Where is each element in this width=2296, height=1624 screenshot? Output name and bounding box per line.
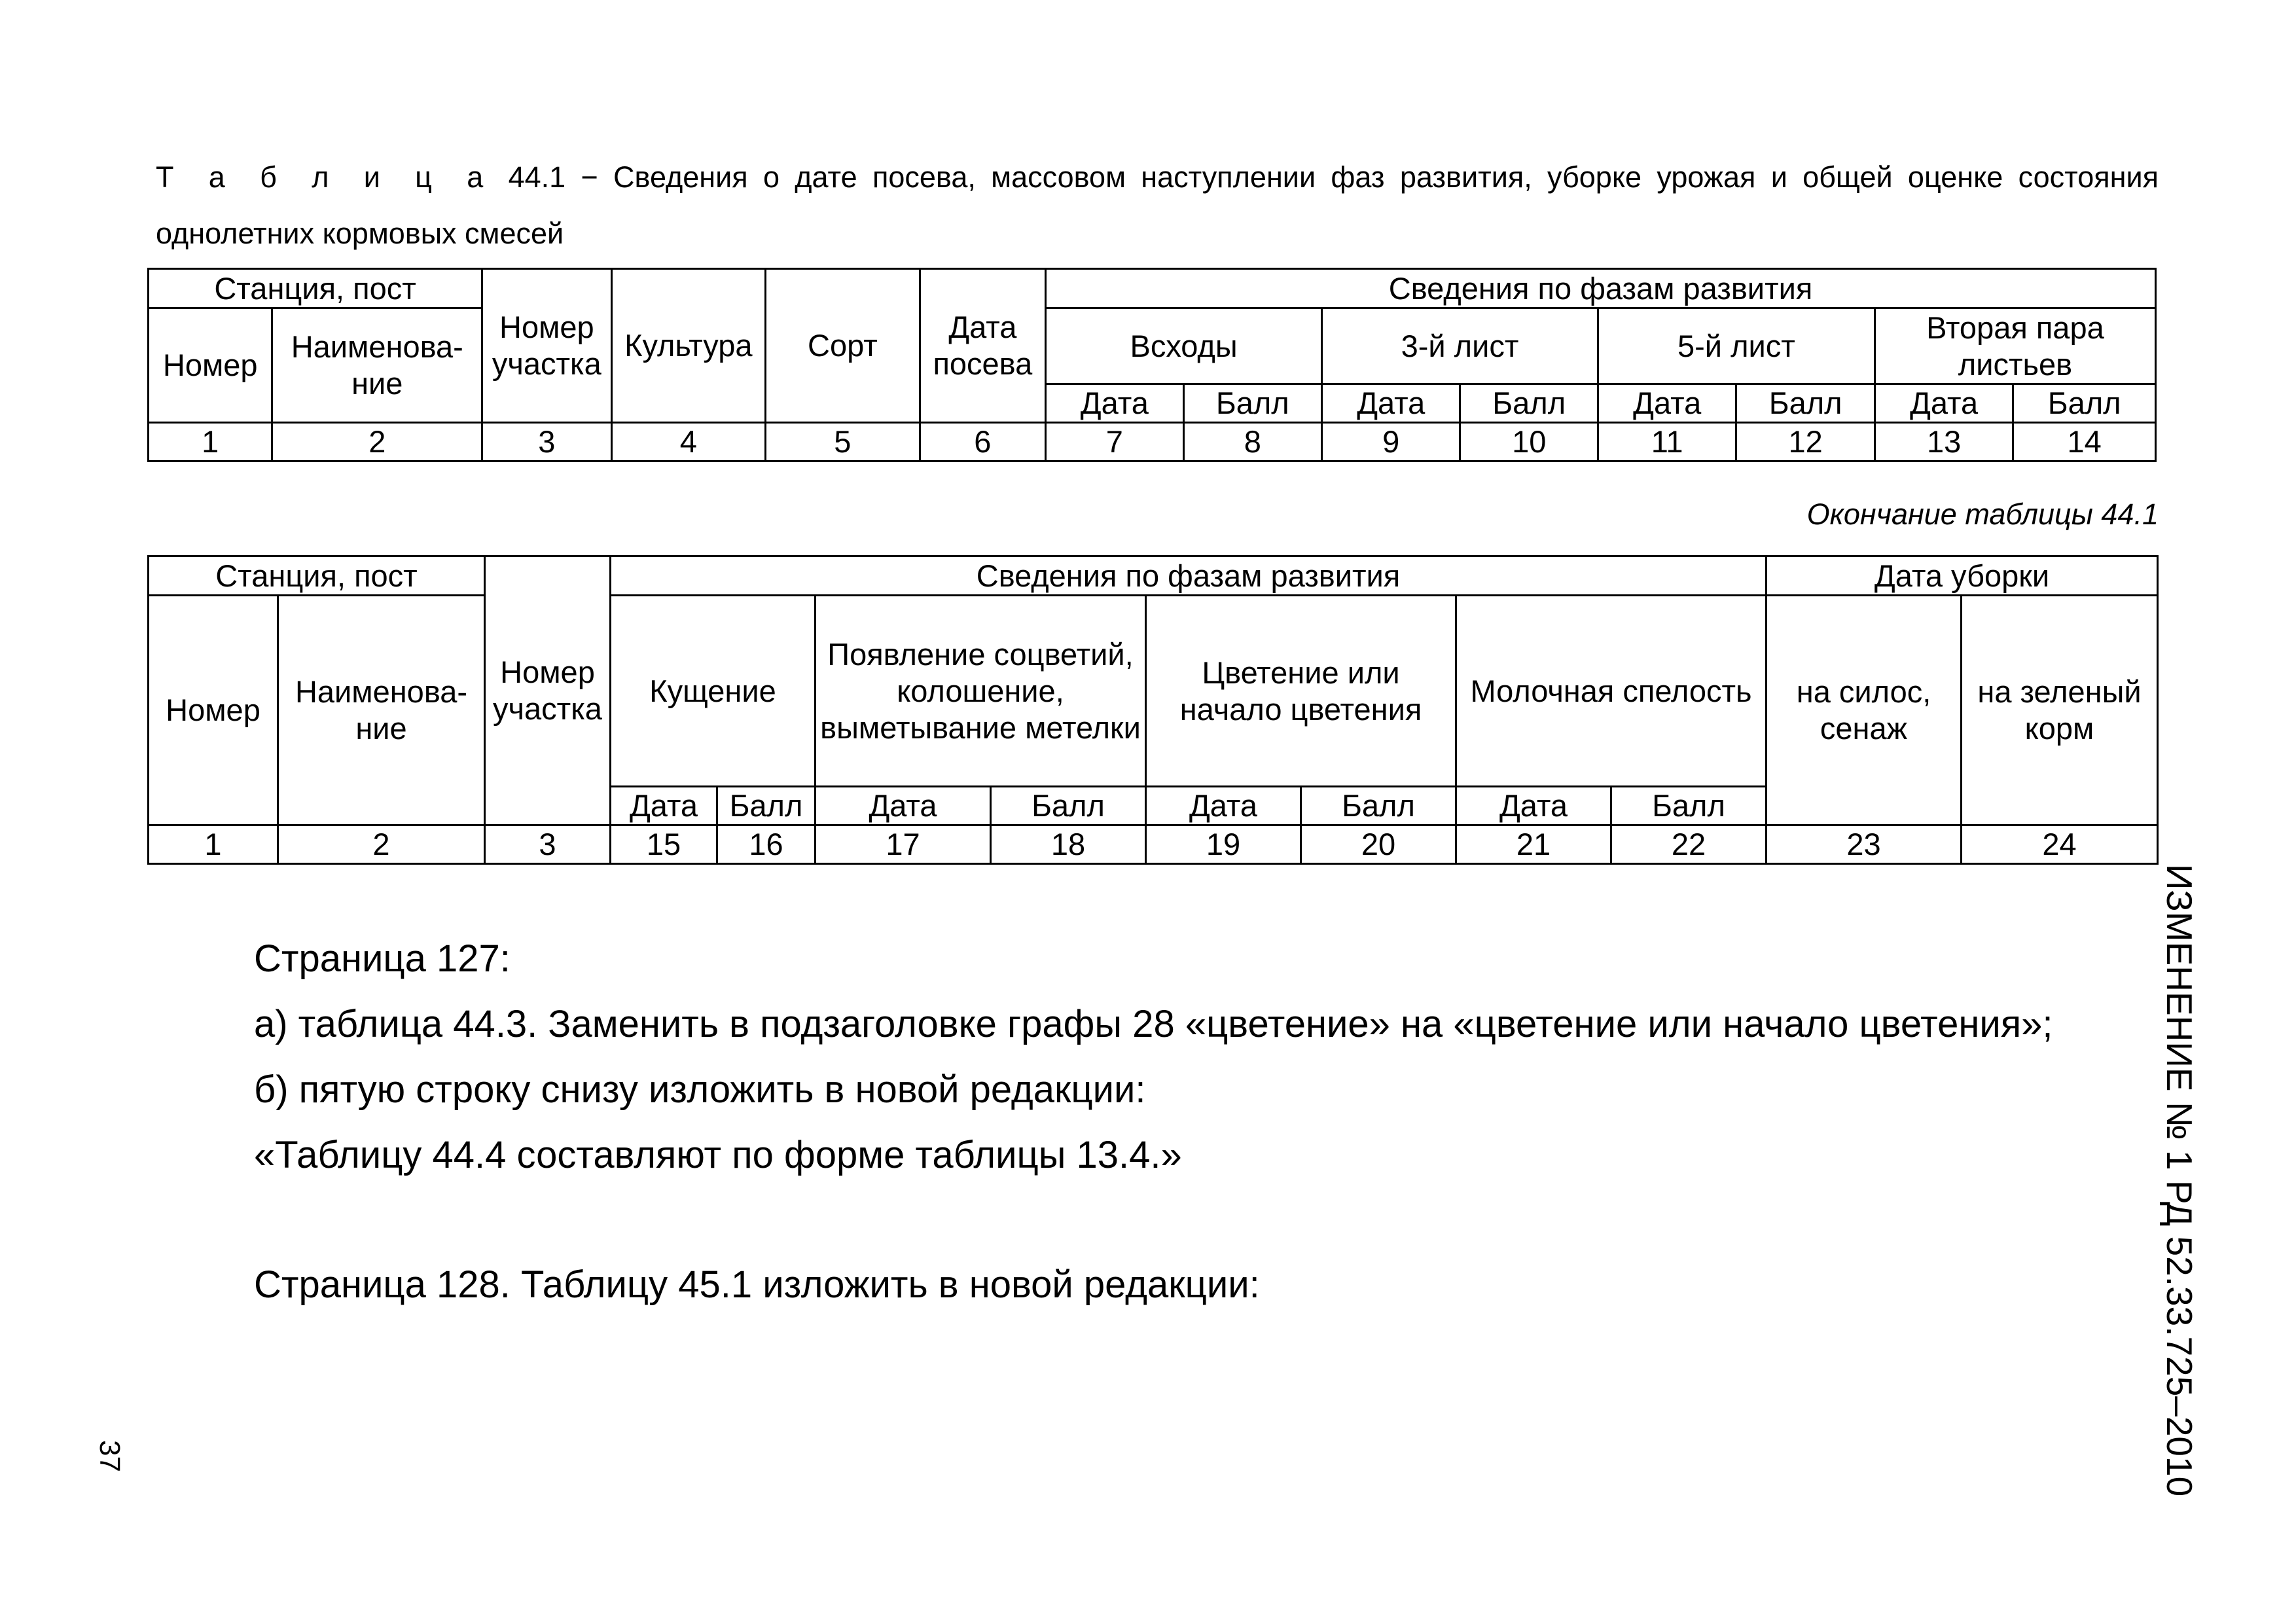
header-plot-number: Номер участка xyxy=(482,269,611,423)
phase-header: 3-й лист xyxy=(1322,308,1598,384)
harvest-header: на зеленый корм xyxy=(1962,596,2158,825)
header-station-post: Станция, пост xyxy=(149,269,482,308)
header-variety: Сорт xyxy=(766,269,920,423)
header-station-post: Станция, пост xyxy=(149,556,485,596)
table-44-1-end xyxy=(147,555,2159,865)
sub-header: Балл xyxy=(1183,384,1321,423)
column-number: 24 xyxy=(1962,825,2158,864)
column-number: 12 xyxy=(1736,423,1874,461)
sub-header: Дата xyxy=(1456,787,1611,825)
sub-header: Балл xyxy=(1460,384,1598,423)
header-plot-number: Номер участка xyxy=(485,556,611,825)
sub-header: Дата xyxy=(611,787,717,825)
body-line: Страница 127: xyxy=(254,937,511,980)
sub-header: Дата xyxy=(1046,384,1183,423)
body-line: б) пятую строку снизу изложить в новой редакции: xyxy=(254,1068,1146,1111)
column-number: 17 xyxy=(816,825,991,864)
phase-header: Всходы xyxy=(1046,308,1322,384)
header-phases: Сведения по фазам развития xyxy=(611,556,1767,596)
sub-header: Дата xyxy=(1322,384,1460,423)
column-number: 9 xyxy=(1322,423,1460,461)
sub-header: Балл xyxy=(717,787,816,825)
body-line: Страница 128. Таблицу 45.1 изложить в новой редакции: xyxy=(254,1263,1260,1306)
phase-header: Вторая пара листьев xyxy=(1874,308,2155,384)
sub-header: Дата xyxy=(1874,384,2013,423)
column-number: 14 xyxy=(2013,423,2156,461)
column-number: 16 xyxy=(717,825,816,864)
body-line: «Таблицу 44.4 составляют по форме таблицы 13.4.» xyxy=(254,1134,1182,1176)
column-number: 18 xyxy=(991,825,1146,864)
phase-header: 5-й лист xyxy=(1598,308,1874,384)
phase-header: Кущение xyxy=(611,596,816,787)
column-number: 2 xyxy=(278,825,485,864)
column-number: 22 xyxy=(1611,825,1767,864)
sub-header: Дата xyxy=(816,787,991,825)
sub-header: Балл xyxy=(1611,787,1767,825)
column-number: 6 xyxy=(920,423,1045,461)
column-number: 21 xyxy=(1456,825,1611,864)
caption-prefix: Т а б л и ц а xyxy=(156,160,493,194)
column-number: 5 xyxy=(766,423,920,461)
header-sowing-date: Дата посева xyxy=(920,269,1045,423)
column-number: 3 xyxy=(485,825,611,864)
column-number: 7 xyxy=(1046,423,1183,461)
sub-header: Балл xyxy=(991,787,1146,825)
header-number: Номер xyxy=(149,596,278,825)
sub-header: Дата xyxy=(1598,384,1736,423)
amendment-text xyxy=(254,926,2053,1318)
column-number: 3 xyxy=(482,423,611,461)
caption-text: 44.1 − Сведения о дате посева, массовом наступлении фаз развития, уборке урожая и общей оценке состояния однолетних кормовых смесей xyxy=(156,160,2159,250)
column-number: 4 xyxy=(611,423,766,461)
sub-header: Балл xyxy=(1301,787,1456,825)
phase-header: Цветение или начало цветения xyxy=(1146,596,1456,787)
header-number: Номер xyxy=(149,308,272,423)
column-number: 11 xyxy=(1598,423,1736,461)
header-name: Наименова-ние xyxy=(278,596,485,825)
table-44-1 xyxy=(147,268,2157,462)
sub-header: Балл xyxy=(1736,384,1874,423)
document-side-label: ИЗМЕНЕНИЕ № 1 РД 52.33.725–2010 xyxy=(2159,864,2200,1497)
column-number: 19 xyxy=(1146,825,1301,864)
header-culture: Культура xyxy=(611,269,766,423)
table-caption xyxy=(156,149,2159,262)
column-number: 13 xyxy=(1874,423,2013,461)
column-number: 1 xyxy=(149,825,278,864)
body-line: а) таблица 44.3. Заменить в подзаголовке графы 28 «цветение» на «цветение или начало цветения»; xyxy=(254,1003,2053,1045)
column-number: 20 xyxy=(1301,825,1456,864)
header-harvest-date: Дата уборки xyxy=(1767,556,2158,596)
phase-header: Появление соцветий, колошение, выметывание метелки xyxy=(816,596,1146,787)
column-number: 2 xyxy=(272,423,482,461)
harvest-header: на силос, сенаж xyxy=(1767,596,1962,825)
column-number: 23 xyxy=(1767,825,1962,864)
sub-header: Балл xyxy=(2013,384,2156,423)
page-number: 37 xyxy=(94,1440,126,1472)
column-number: 15 xyxy=(611,825,717,864)
header-name: Наименова-ние xyxy=(272,308,482,423)
column-number: 8 xyxy=(1183,423,1321,461)
sub-header: Дата xyxy=(1146,787,1301,825)
continuation-label: Окончание таблицы 44.1 xyxy=(1806,497,2159,531)
column-number: 1 xyxy=(149,423,272,461)
header-phases: Сведения по фазам развития xyxy=(1046,269,2156,308)
column-number: 10 xyxy=(1460,423,1598,461)
phase-header: Молочная спелость xyxy=(1456,596,1767,787)
